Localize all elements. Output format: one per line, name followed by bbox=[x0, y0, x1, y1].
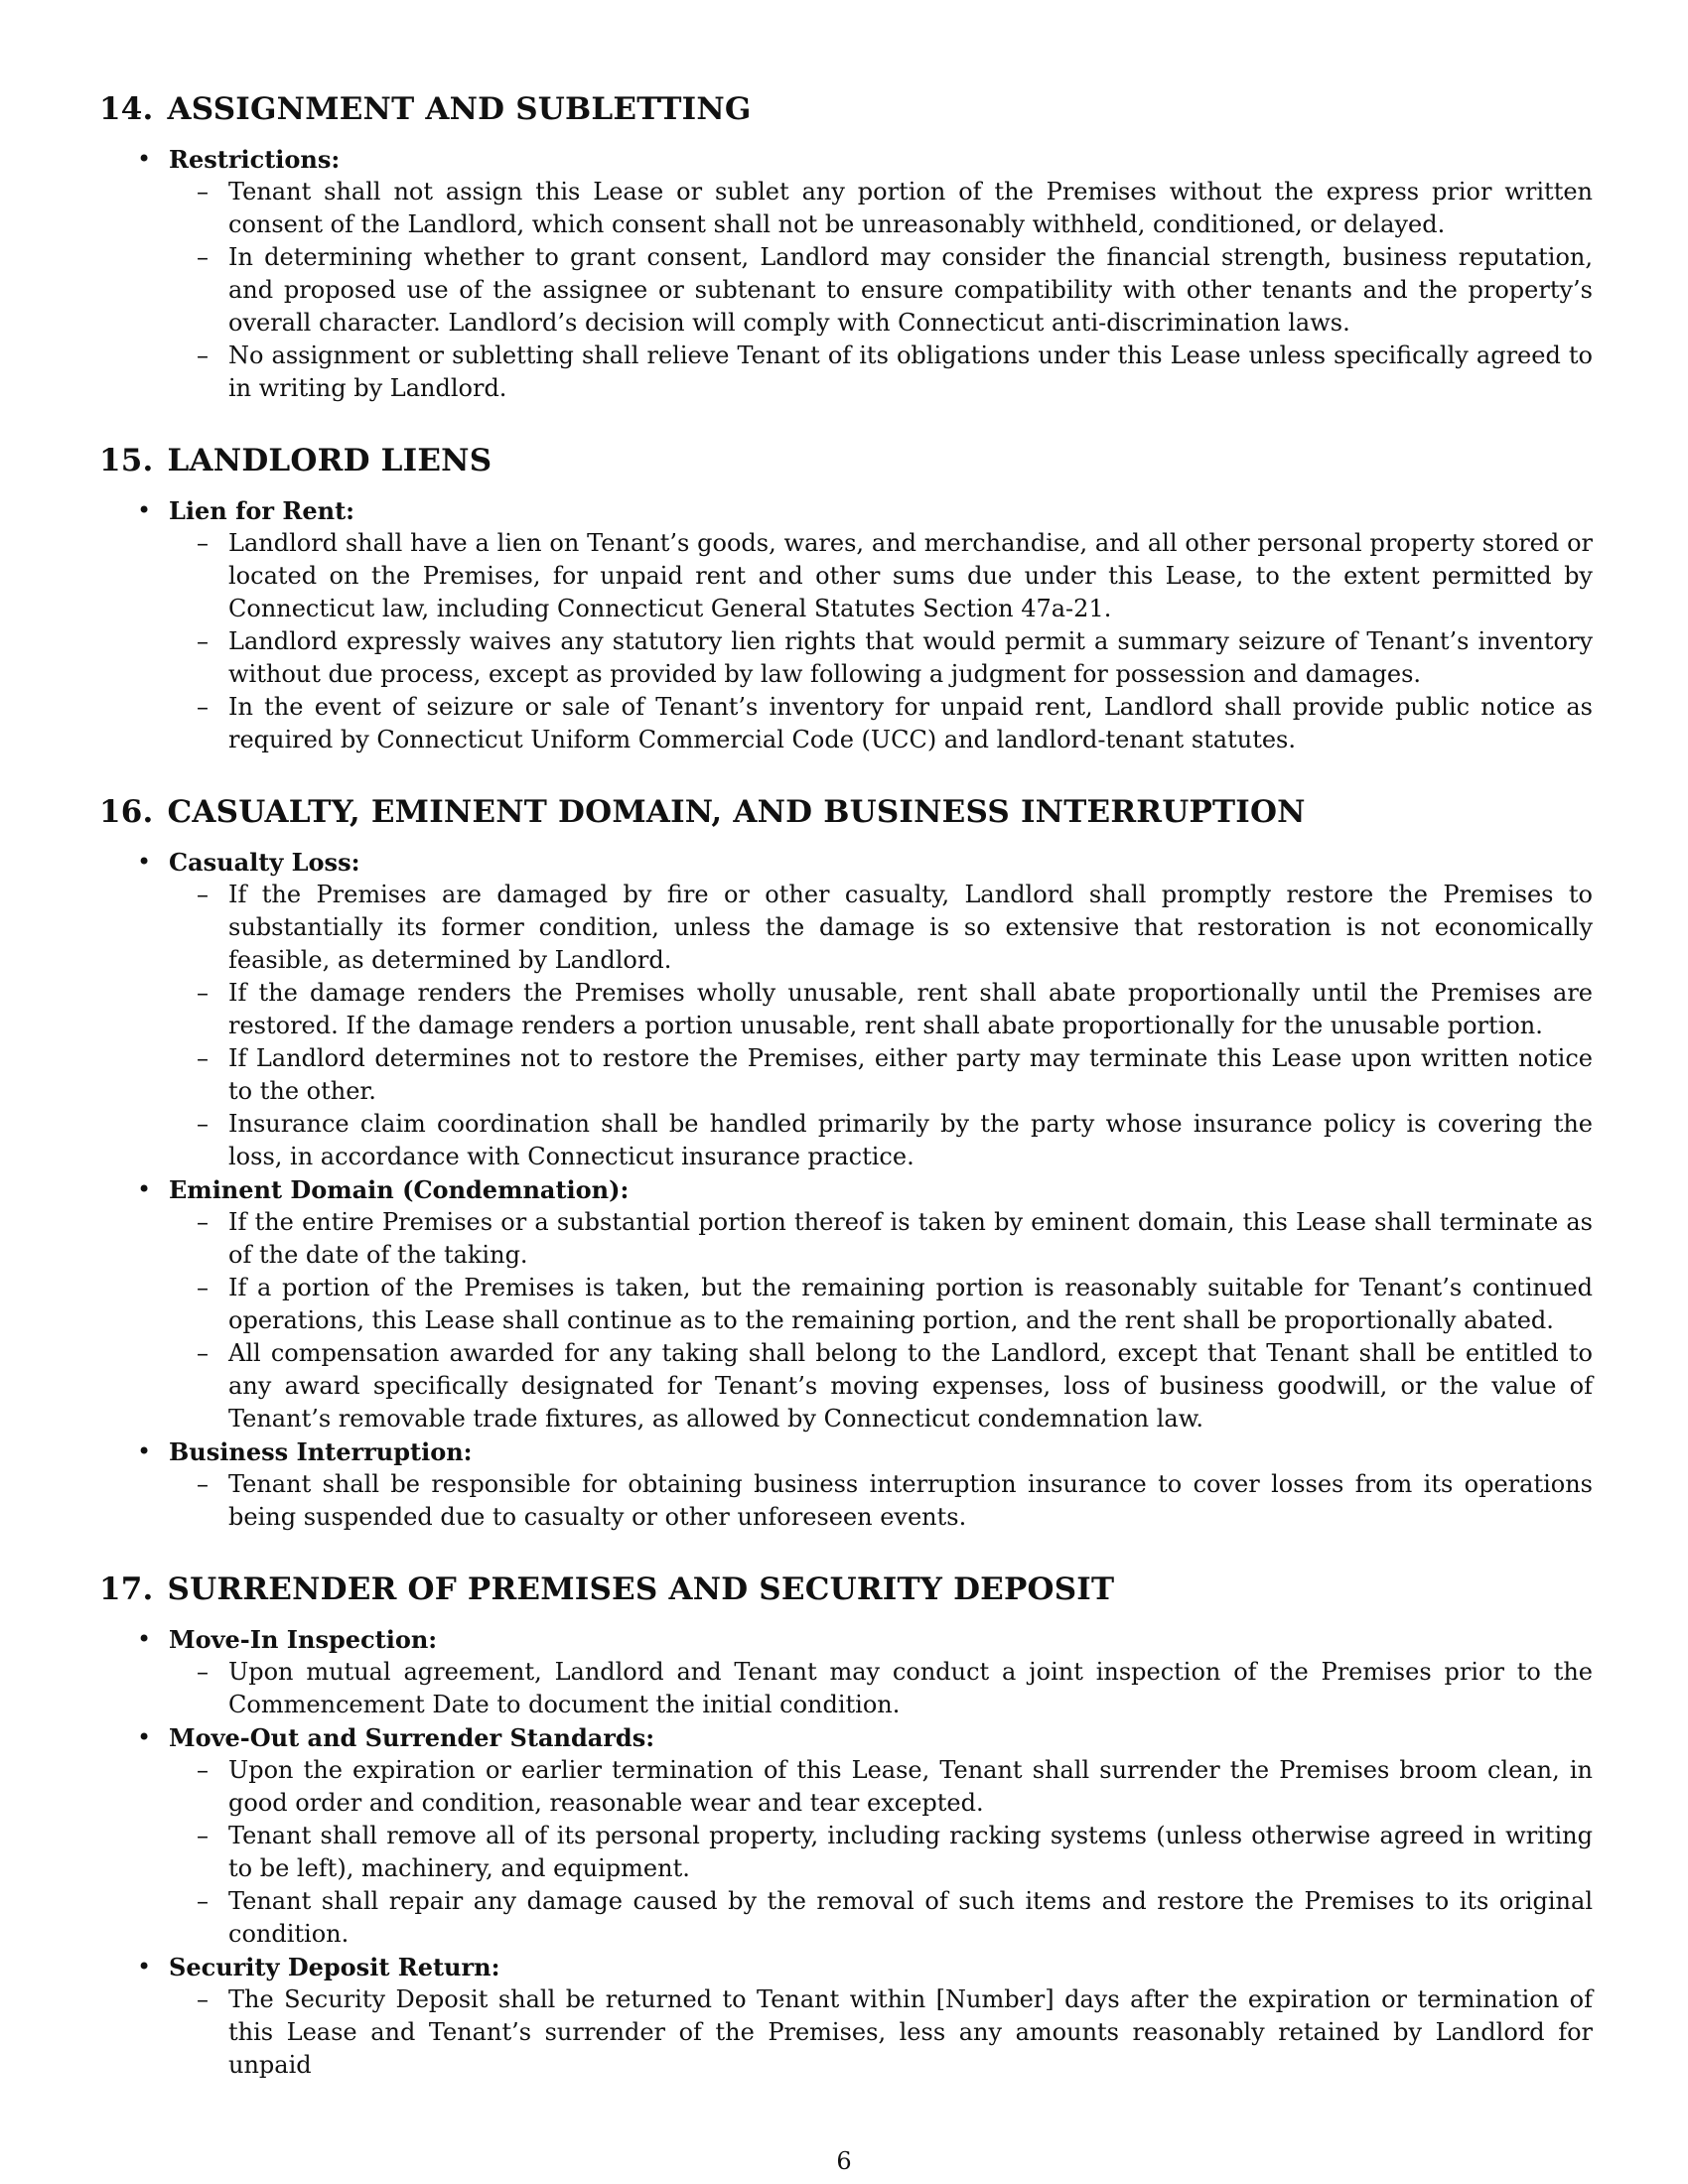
item-title: • Eminent Domain (Condemnation): bbox=[169, 1175, 630, 1204]
point-list bbox=[169, 879, 1593, 1173]
section-16 bbox=[99, 794, 1593, 1534]
point-list bbox=[169, 1983, 1593, 2082]
section-heading: 16. CASUALTY, EMINENT DOMAIN, AND BUSINESS INTERRUPTION bbox=[99, 794, 1306, 830]
section-item-list bbox=[99, 846, 1593, 1534]
list-item: – Tenant shall be responsible for obtaining business interruption insurance to cover losses from its operations being suspended due to casualty or other unforeseen events. bbox=[169, 1468, 1593, 1534]
document-page bbox=[99, 91, 1593, 2119]
point-list bbox=[169, 1468, 1593, 1534]
point-list bbox=[169, 1754, 1593, 1951]
list-item: – If the damage renders the Premises wholly unusable, rent shall abate proportionally until the Premises are restored. If the damage renders a portion unusable, rent shall abate proportionally for the unusable portion. bbox=[169, 977, 1593, 1042]
list-item: – Insurance claim coordination shall be handled primarily by the party whose insurance policy is covering the loss, in accordance with Connecticut insurance practice. bbox=[169, 1108, 1593, 1173]
section-item-list bbox=[99, 494, 1593, 756]
list-item: – In the event of seizure or sale of Tenant’s inventory for unpaid rent, Landlord shall provide public notice as required by Connecticut Uniform Commercial Code (UCC) and landlord-tenant statutes. bbox=[169, 691, 1593, 756]
section-14 bbox=[99, 91, 1593, 405]
section-15 bbox=[99, 443, 1593, 756]
point-list bbox=[169, 527, 1593, 756]
point-list bbox=[169, 176, 1593, 405]
list-item: – Tenant shall remove all of its personal property, including racking systems (unless otherwise agreed in writing to be left), machinery, and equipment. bbox=[169, 1820, 1593, 1885]
item-title: • Move-In Inspection: bbox=[169, 1625, 438, 1654]
list-item: – Upon mutual agreement, Landlord and Tenant may conduct a joint inspection of the Premises prior to the Commencement Date to document the initial condition. bbox=[169, 1656, 1593, 1721]
section-item bbox=[99, 143, 1593, 405]
list-item: – Landlord expressly waives any statutory lien rights that would permit a summary seizure of Tenant’s inventory without due process, except as provided by law following a judgment for possession and damages. bbox=[169, 625, 1593, 691]
list-item: – In determining whether to grant consent, Landlord may consider the financial strength, business reputation, and proposed use of the assignee or subtenant to ensure compatibility with other tenants and the property’s overall character. Landlord’s decision will comply with Connecticut anti-discrimination laws. bbox=[169, 241, 1593, 340]
list-item: – If Landlord determines not to restore the Premises, either party may terminate this Lease upon written notice to the other. bbox=[169, 1042, 1593, 1108]
section-item bbox=[99, 1721, 1593, 1951]
section-item-list bbox=[99, 1623, 1593, 2082]
list-item: – If the Premises are damaged by fire or other casualty, Landlord shall promptly restore the Premises to substantially its former condition, unless the damage is so extensive that restoration is not economically feasible, as determined by Landlord. bbox=[169, 879, 1593, 977]
list-item: – Upon the expiration or earlier termination of this Lease, Tenant shall surrender the Premises broom clean, in good order and condition, reasonable wear and tear excepted. bbox=[169, 1754, 1593, 1820]
list-item: – Tenant shall repair any damage caused by the removal of such items and restore the Premises to its original condition. bbox=[169, 1885, 1593, 1951]
page-number: 6 bbox=[836, 2147, 852, 2175]
section-item bbox=[99, 494, 1593, 756]
section-heading: 17. SURRENDER OF PREMISES AND SECURITY DEPOSIT bbox=[99, 1571, 1115, 1607]
list-item: – If the entire Premises or a substantial portion thereof is taken by eminent domain, this Lease shall terminate as of the date of the taking. bbox=[169, 1206, 1593, 1272]
section-item bbox=[99, 1173, 1593, 1435]
section-item bbox=[99, 1623, 1593, 1721]
section-heading: 15. LANDLORD LIENS bbox=[99, 443, 492, 478]
list-item: – The Security Deposit shall be returned to Tenant within [Number] days after the expiration or termination of this Lease and Tenant’s surrender of the Premises, less any amounts reasonably retained by Landlord for unpaid bbox=[169, 1983, 1593, 2082]
point-list bbox=[169, 1656, 1593, 1721]
list-item: – All compensation awarded for any taking shall belong to the Landlord, except that Tenant shall be entitled to any award specifically designated for Tenant’s moving expenses, loss of business goodwill, or the value of Tenant’s removable trade fixtures, as allowed by Connecticut condemnation law. bbox=[169, 1337, 1593, 1435]
list-item: – No assignment or subletting shall relieve Tenant of its obligations under this Lease unless specifically agreed to in writing by Landlord. bbox=[169, 340, 1593, 405]
item-title: • Move-Out and Surrender Standards: bbox=[169, 1723, 655, 1752]
section-item-list bbox=[99, 143, 1593, 405]
item-title: • Lien for Rent: bbox=[169, 496, 355, 525]
section-17 bbox=[99, 1571, 1593, 2082]
list-item: – If a portion of the Premises is taken, but the remaining portion is reasonably suitable for Tenant’s continued operations, this Lease shall continue as to the remaining portion, and the rent shall be proportionally abated. bbox=[169, 1272, 1593, 1337]
section-item bbox=[99, 1435, 1593, 1534]
list-item: – Tenant shall not assign this Lease or sublet any portion of the Premises without the express prior written consent of the Landlord, which consent shall not be unreasonably withheld, conditioned, or delayed. bbox=[169, 176, 1593, 241]
section-heading: 14. ASSIGNMENT AND SUBLETTING bbox=[99, 91, 752, 127]
item-title: • Casualty Loss: bbox=[169, 848, 360, 877]
item-title: • Security Deposit Return: bbox=[169, 1953, 500, 1981]
item-title: • Restrictions: bbox=[169, 145, 341, 174]
item-title: • Business Interruption: bbox=[169, 1437, 473, 1466]
point-list bbox=[169, 1206, 1593, 1435]
list-item: – Landlord shall have a lien on Tenant’s goods, wares, and merchandise, and all other personal property stored or located on the Premises, for unpaid rent and other sums due under this Lease, to the extent permitted by Connecticut law, including Connecticut General Statutes Section 47a-21. bbox=[169, 527, 1593, 625]
section-item bbox=[99, 846, 1593, 1173]
section-item bbox=[99, 1951, 1593, 2082]
